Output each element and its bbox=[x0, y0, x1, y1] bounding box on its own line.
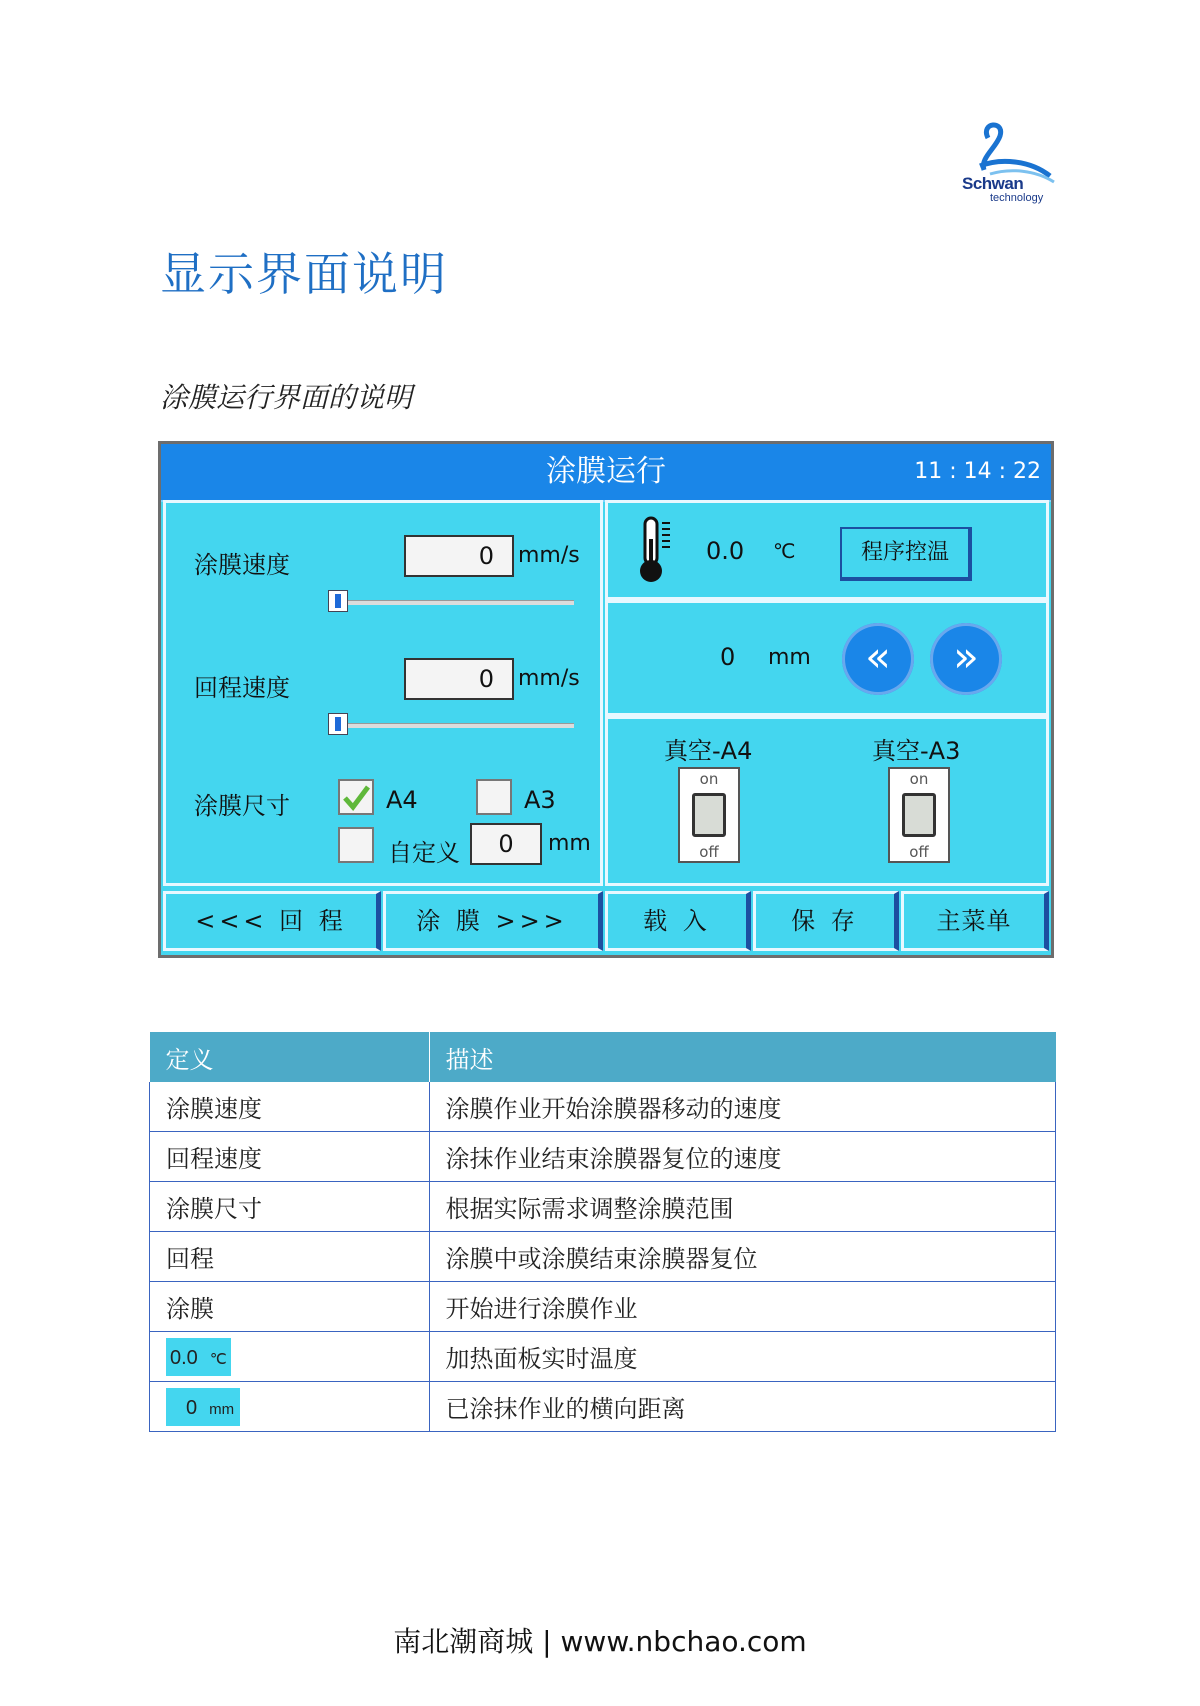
toggle-switch-icon bbox=[902, 793, 936, 837]
double-chevron-right-icon: » bbox=[953, 632, 979, 681]
distance-value: 0 bbox=[720, 643, 736, 671]
page-title: 显示界面说明 bbox=[160, 247, 448, 301]
logo-brand: Schwan bbox=[962, 174, 1024, 193]
table-row bbox=[150, 1332, 1056, 1382]
description-cell: 涂膜中或涂膜结束涂膜器复位 bbox=[429, 1232, 1056, 1282]
temperature-panel bbox=[605, 500, 1049, 600]
coat-speed-input[interactable]: 0 bbox=[404, 535, 514, 577]
jog-right-button[interactable] bbox=[930, 623, 1002, 695]
definition-cell: 涂膜尺寸 bbox=[150, 1182, 430, 1232]
vacuum-a3-label: 真空-A3 bbox=[872, 737, 961, 765]
description-cell: 涂膜作业开始涂膜器移动的速度 bbox=[429, 1082, 1056, 1132]
sample-distance-unit: mm bbox=[209, 1400, 235, 1418]
a4-label: A4 bbox=[386, 786, 418, 814]
table-row bbox=[150, 1182, 1056, 1232]
distance-panel bbox=[605, 600, 1049, 716]
coat-speed-slider-handle[interactable] bbox=[328, 590, 348, 612]
definition-cell: 涂膜速度 bbox=[150, 1082, 430, 1132]
custom-size-unit: mm bbox=[548, 831, 591, 856]
header-definition: 定义 bbox=[150, 1032, 430, 1082]
program-temp-button[interactable]: 程序控温 bbox=[840, 527, 972, 581]
size-label: 涂膜尺寸 bbox=[194, 792, 290, 820]
temperature-value: 0.0 bbox=[706, 537, 745, 565]
vacuum-a4-switch[interactable] bbox=[678, 767, 740, 863]
sample-temperature-value: 0.0 bbox=[170, 1346, 198, 1369]
main-menu-button[interactable]: 主菜单 bbox=[901, 891, 1049, 951]
description-cell: 涂抹作业结束涂膜器复位的速度 bbox=[429, 1132, 1056, 1182]
return-speed-slider[interactable] bbox=[334, 723, 574, 728]
table-header-row bbox=[150, 1032, 1056, 1082]
description-cell: 开始进行涂膜作业 bbox=[429, 1282, 1056, 1332]
hmi-screen bbox=[158, 441, 1054, 958]
switch-off-label: off bbox=[699, 843, 719, 861]
custom-size-input[interactable]: 0 bbox=[470, 823, 542, 865]
footer-text: 南北潮商城 | www.nbchao.com bbox=[393, 1625, 807, 1658]
table-row bbox=[150, 1232, 1056, 1282]
table-row bbox=[150, 1382, 1056, 1432]
hmi-title: 涂膜运行 bbox=[546, 454, 666, 489]
description-cell: 根据实际需求调整涂膜范围 bbox=[429, 1182, 1056, 1232]
thermometer-icon bbox=[636, 515, 676, 585]
definition-cell: 回程速度 bbox=[150, 1132, 430, 1182]
definition-cell: 回程 bbox=[150, 1232, 430, 1282]
table-row bbox=[150, 1282, 1056, 1332]
distance-unit: mm bbox=[768, 645, 811, 670]
custom-label: 自定义 bbox=[388, 839, 460, 867]
switch-on-label: on bbox=[699, 770, 719, 788]
return-speed-unit: mm/s bbox=[518, 666, 580, 691]
switch-on-label: on bbox=[909, 770, 929, 788]
logo-sub: technology bbox=[990, 192, 1044, 204]
double-chevron-left-icon: « bbox=[865, 632, 891, 681]
a3-label: A3 bbox=[524, 786, 556, 814]
a4-checkbox[interactable] bbox=[338, 779, 374, 815]
temperature-unit: ℃ bbox=[773, 539, 796, 563]
toggle-switch-icon bbox=[692, 793, 726, 837]
section-subtitle: 涂膜运行界面的说明 bbox=[160, 381, 413, 414]
coat-button[interactable]: 涂 膜 >>> bbox=[383, 891, 603, 951]
checkmark-icon bbox=[340, 781, 372, 813]
coat-speed-label: 涂膜速度 bbox=[194, 551, 290, 579]
a3-checkbox[interactable] bbox=[476, 779, 512, 815]
coat-speed-unit: mm/s bbox=[518, 543, 580, 568]
settings-panel bbox=[163, 500, 603, 886]
vacuum-a4-label: 真空-A4 bbox=[664, 737, 753, 765]
header-description: 描述 bbox=[429, 1032, 1056, 1082]
definition-cell: 涂膜 bbox=[150, 1282, 430, 1332]
load-button[interactable]: 载 入 bbox=[605, 891, 751, 951]
definition-table bbox=[149, 1032, 1056, 1432]
definition-cell bbox=[150, 1332, 430, 1382]
return-speed-label: 回程速度 bbox=[194, 674, 290, 702]
description-cell: 已涂抹作业的横向距离 bbox=[429, 1382, 1056, 1432]
sample-distance-value: 0 bbox=[186, 1396, 198, 1419]
return-speed-slider-handle[interactable] bbox=[328, 713, 348, 735]
save-button[interactable]: 保 存 bbox=[753, 891, 899, 951]
custom-checkbox[interactable] bbox=[338, 827, 374, 863]
switch-off-label: off bbox=[909, 843, 929, 861]
return-speed-input[interactable]: 0 bbox=[404, 658, 514, 700]
schwan-logo bbox=[950, 118, 1070, 213]
sample-temperature-unit: ℃ bbox=[209, 1350, 227, 1368]
table-row bbox=[150, 1082, 1056, 1132]
return-button[interactable]: <<< 回 程 bbox=[163, 891, 381, 951]
definition-cell bbox=[150, 1382, 430, 1432]
coat-speed-slider[interactable] bbox=[334, 600, 574, 605]
jog-left-button[interactable] bbox=[842, 623, 914, 695]
vacuum-panel bbox=[605, 716, 1049, 886]
table-row bbox=[150, 1132, 1056, 1182]
description-cell: 加热面板实时温度 bbox=[429, 1332, 1056, 1382]
vacuum-a3-switch[interactable] bbox=[888, 767, 950, 863]
hmi-clock: 11 : 14 : 22 bbox=[914, 459, 1041, 484]
temperature-display-sample bbox=[166, 1338, 231, 1376]
distance-display-sample bbox=[166, 1388, 240, 1426]
